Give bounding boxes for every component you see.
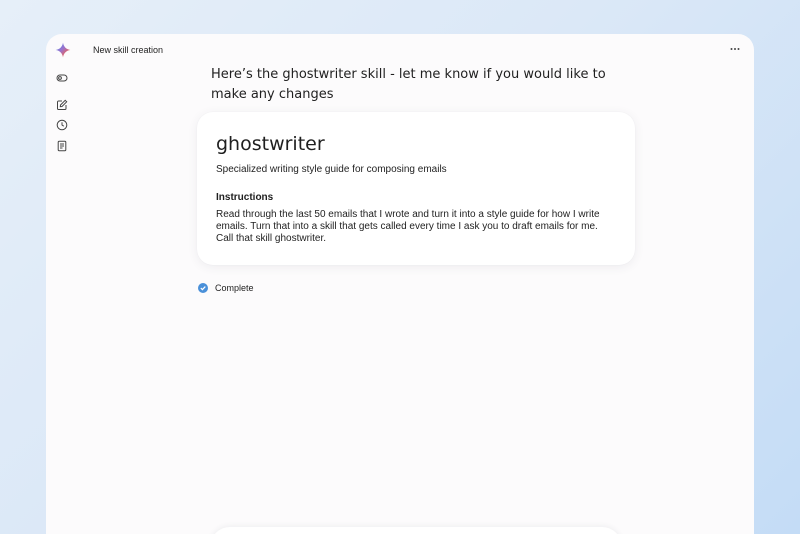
sidebar-toggle-button[interactable] — [56, 72, 68, 84]
status-label: Complete — [215, 283, 254, 293]
instructions-label: Instructions — [216, 192, 274, 203]
skill-card — [197, 112, 635, 265]
clock-icon — [56, 119, 68, 131]
instructions-text: Read through the last 50 emails that I wrote and turn it into a style guide for how I write emails. Turn that into a skill that gets called every time I ask you to draft emails for me. Call that skill ghostwriter. — [216, 209, 600, 244]
response-heading: Here’s the ghostwriter skill - let me know if you would like to make any changes — [211, 67, 606, 102]
library-button[interactable] — [56, 140, 68, 152]
edit-icon — [56, 99, 68, 111]
more-options-button[interactable] — [728, 43, 742, 55]
history-button[interactable] — [56, 119, 68, 131]
status-indicator — [198, 283, 254, 293]
skill-name: ghostwriter — [216, 133, 325, 155]
document-icon — [56, 140, 68, 152]
more-horizontal-icon — [730, 47, 740, 51]
prompt-input-box[interactable] — [210, 527, 622, 534]
check-circle-icon — [198, 283, 208, 293]
sparkle-logo-icon — [55, 42, 71, 58]
app-window — [46, 34, 754, 534]
skill-description: Specialized writing style guide for composing emails — [216, 164, 447, 175]
toggle-icon — [56, 72, 68, 84]
new-chat-button[interactable] — [56, 99, 68, 111]
window-title: New skill creation — [93, 45, 164, 55]
